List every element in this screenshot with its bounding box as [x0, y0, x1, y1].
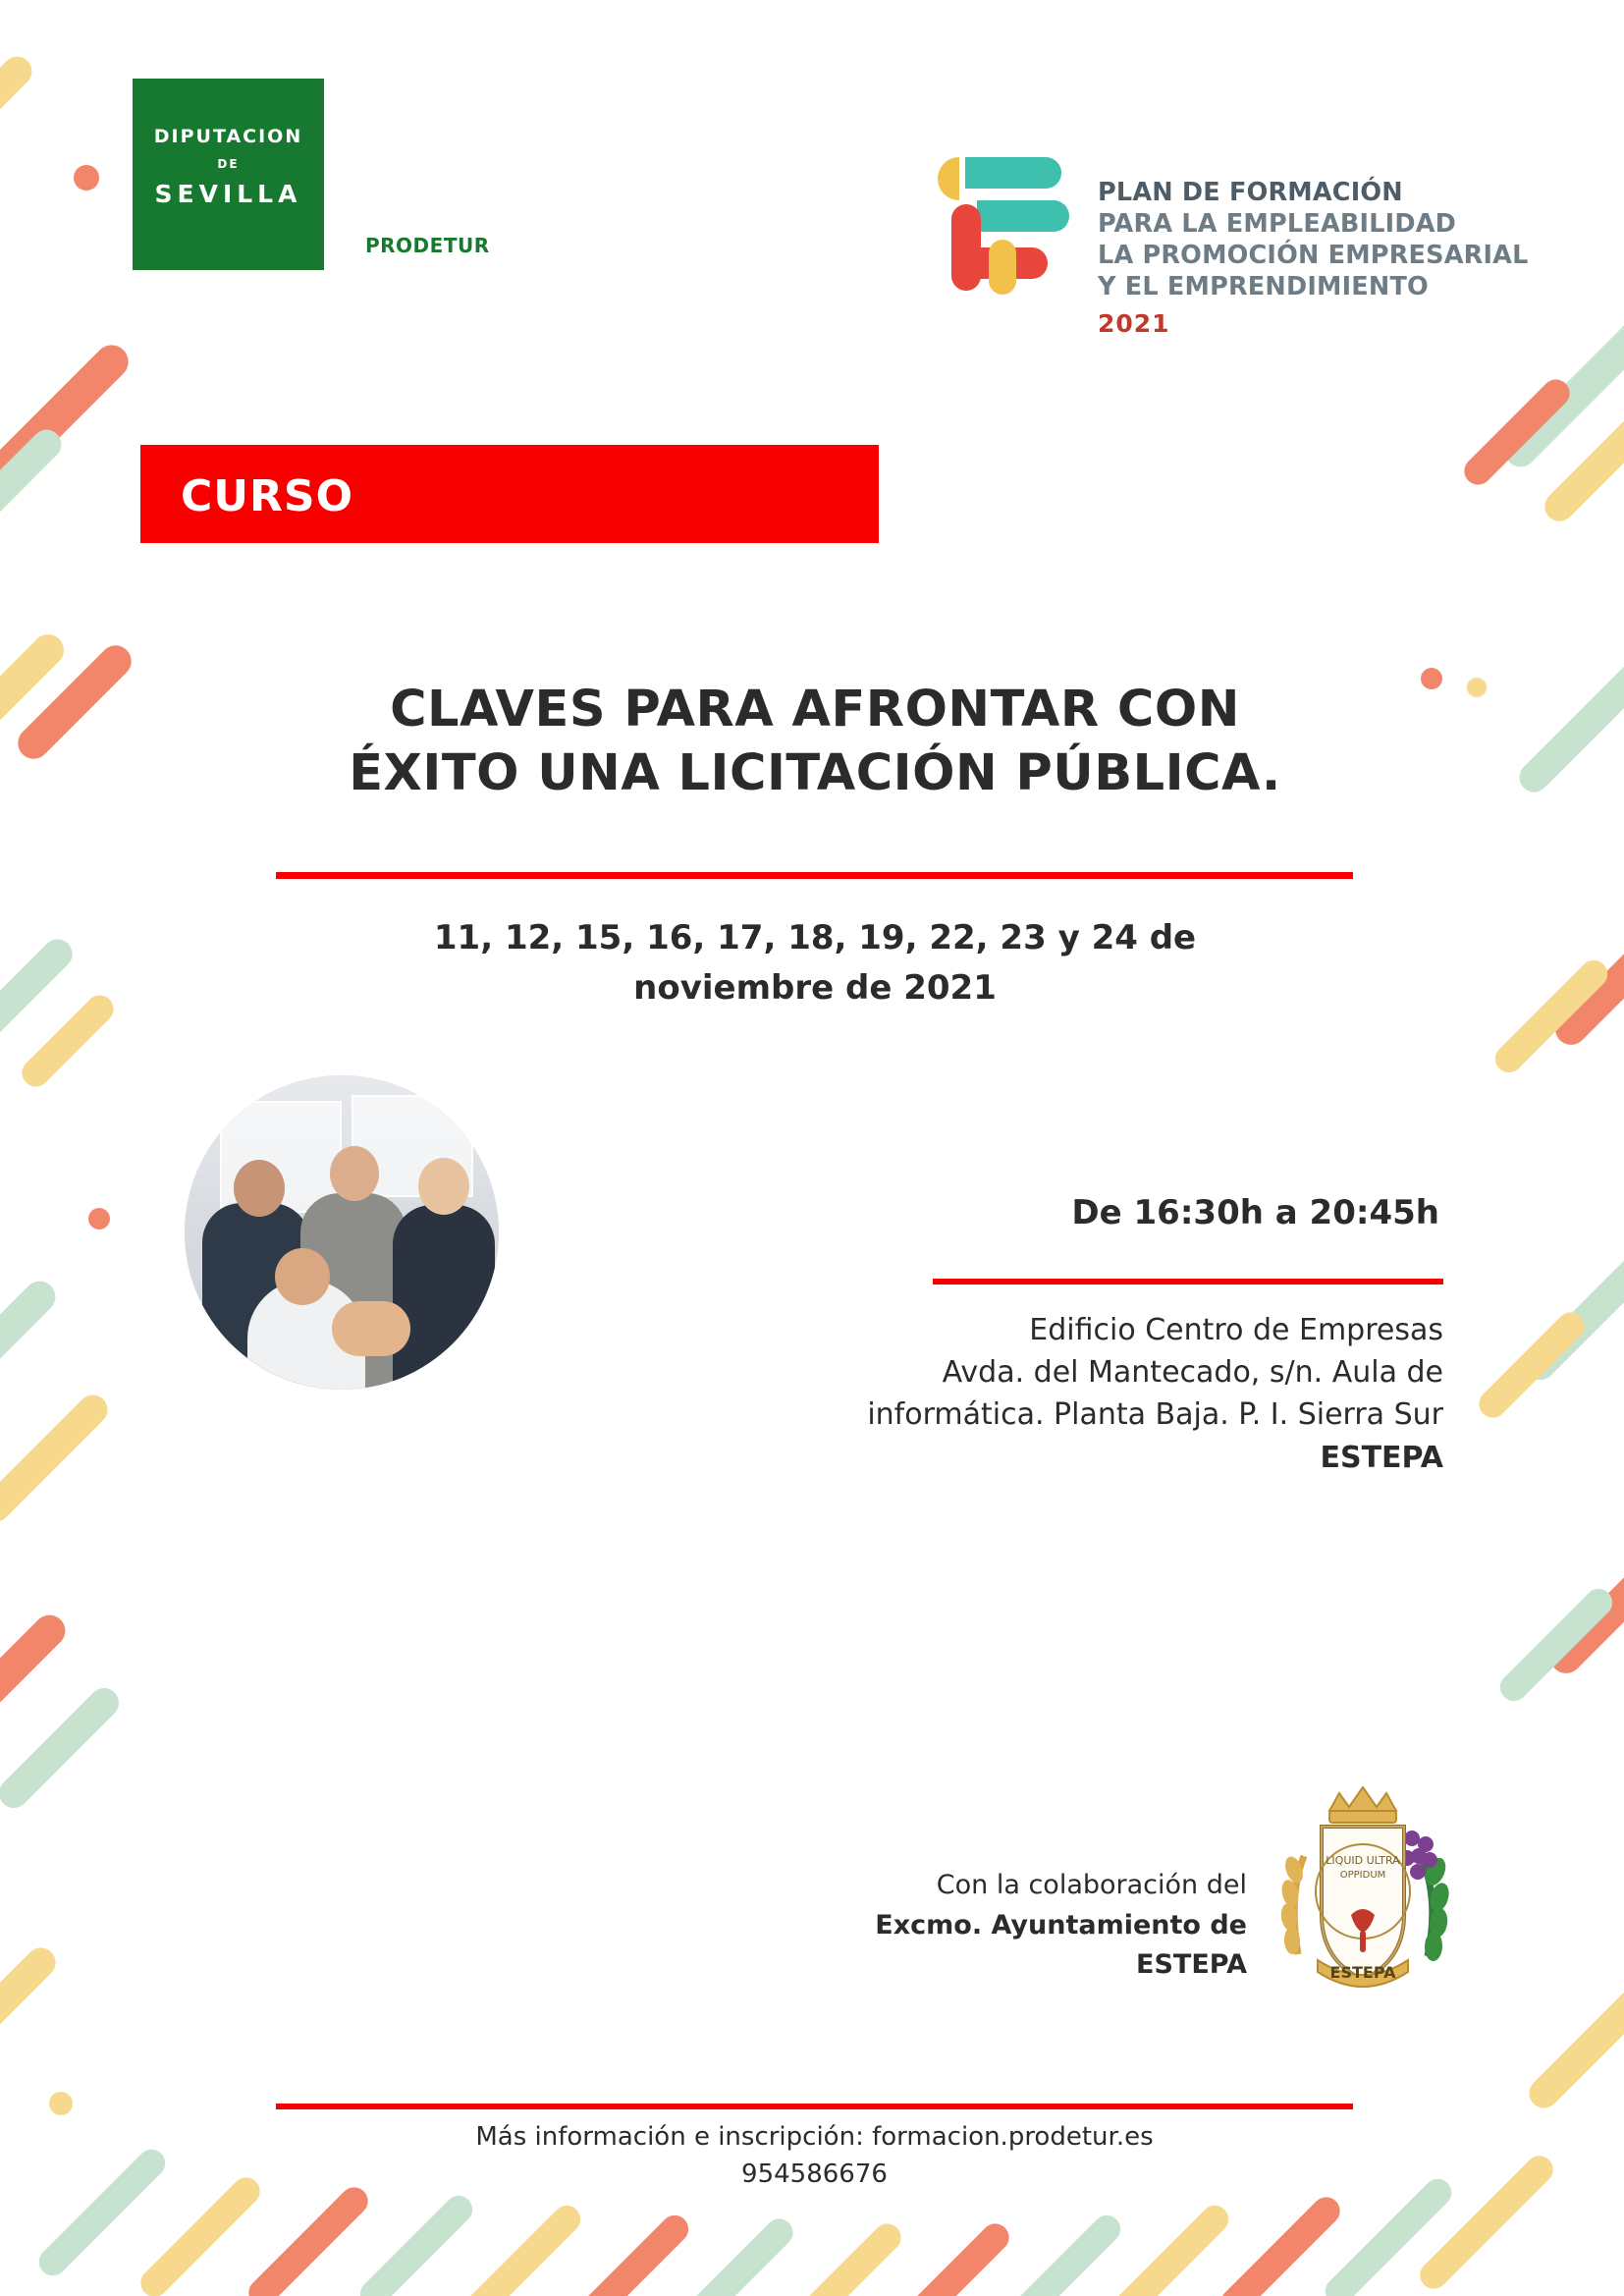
prodetur-wordmark: PRODETUR: [365, 234, 490, 257]
deco-stripe: [1110, 2200, 1234, 2296]
photo-person-head: [275, 1248, 330, 1305]
photo-person-head: [330, 1146, 379, 1201]
plan-formacion-logo-icon: [938, 145, 1080, 302]
photo-person-head: [234, 1160, 285, 1217]
deco-stripe: [33, 2144, 171, 2281]
footer-line2: 954586676: [741, 2159, 888, 2189]
photo-person-head: [418, 1158, 469, 1215]
deco-stripe: [244, 2182, 374, 2296]
deco-stripe: [1216, 2192, 1346, 2296]
deco-stripe: [1523, 1961, 1624, 2114]
deco-stripe: [0, 338, 135, 486]
deco-stripe: [462, 2200, 586, 2296]
deco-stripe: [1539, 347, 1624, 527]
venue-line3: informática. Planta Baja. P. I. Sierra Sur: [867, 1397, 1443, 1433]
estepa-coat-of-arms-icon: [1265, 1768, 1461, 2008]
deco-stripe: [0, 423, 68, 548]
schedule-time: De 16:30h a 20:45h: [1071, 1193, 1439, 1232]
plan-line1: PLAN DE FORMACIÓN: [1098, 178, 1403, 207]
venue-line1: Edificio Centro de Empresas: [1029, 1313, 1443, 1347]
footer-divider: [276, 2104, 1353, 2109]
page-title: [177, 678, 1453, 806]
collab-line2: Excmo. Ayuntamiento de: [875, 1909, 1247, 1941]
deco-stripe: [898, 2218, 1015, 2296]
deco-stripe: [0, 628, 71, 795]
diputacion-line2: DE: [217, 157, 240, 171]
deco-stripe: [790, 2218, 907, 2296]
deco-stripe: [682, 2214, 799, 2296]
deco-dot: [1467, 678, 1487, 697]
plan-year: 2021: [1098, 308, 1170, 338]
deco-stripe: [1002, 2210, 1126, 2296]
deco-stripe: [12, 639, 138, 766]
deco-stripe: [0, 1609, 72, 1770]
footer-line1: Más información e inscripción: formacion.prodetur.es: [475, 2122, 1154, 2152]
deco-stripe: [0, 933, 79, 1100]
deco-stripe: [1494, 1583, 1618, 1707]
deco-stripe: [0, 1275, 62, 1436]
venue-block: [677, 1309, 1443, 1479]
venue-town: ESTEPA: [1320, 1440, 1443, 1475]
deco-stripe: [1543, 1511, 1624, 1679]
deco-dot: [39, 422, 61, 444]
plan-line2: PARA LA EMPLEABILIDAD: [1098, 209, 1457, 240]
poster-header: [0, 69, 1624, 338]
deco-stripe: [135, 2172, 266, 2296]
title-line2: ÉXITO UNA LICITACIÓN PÚBLICA.: [349, 744, 1281, 803]
svg-text:LIQUID ULTRA: LIQUID ULTRA: [1326, 1854, 1400, 1867]
svg-text:OPPIDUM: OPPIDUM: [1339, 1870, 1386, 1881]
curso-badge-label: CURSO: [181, 471, 353, 521]
title-line1: CLAVES PARA AFRONTAR CON: [390, 681, 1240, 738]
diputacion-line3: SEVILLA: [154, 180, 302, 208]
collaboration-block: [609, 1866, 1247, 1986]
schedule-divider: [933, 1279, 1443, 1285]
course-dates: [275, 913, 1355, 1013]
venue-line2: Avda. del Mantecado, s/n. Aula de: [942, 1355, 1443, 1391]
deco-stripe: [1520, 1227, 1624, 1387]
deco-stripe: [0, 1682, 125, 1814]
plan-formacion-text: [1098, 177, 1529, 339]
photo-person: [393, 1205, 495, 1390]
svg-text:ESTEPA: ESTEPA: [1329, 1963, 1396, 1982]
deco-stripe: [1548, 883, 1624, 1051]
deco-stripe: [570, 2210, 694, 2296]
collab-line1: Con la colaboración del: [936, 1870, 1247, 1900]
title-divider: [276, 872, 1353, 879]
deco-dot: [49, 2092, 73, 2115]
footer-contact: [276, 2119, 1353, 2193]
plan-line4: Y EL EMPRENDIMIENTO: [1098, 272, 1429, 302]
deco-stripe: [1414, 2150, 1558, 2294]
deco-stripe: [1513, 645, 1624, 798]
deco-stripe: [0, 1941, 62, 2095]
photo-hands: [332, 1301, 410, 1356]
collab-line3: ESTEPA: [1136, 1949, 1247, 1980]
dates-line1: 11, 12, 15, 16, 17, 18, 19, 22, 23 y 24 de: [433, 918, 1197, 957]
plan-line3: LA PROMOCIÓN EMPRESARIAL: [1098, 241, 1529, 271]
deco-stripe: [17, 990, 120, 1093]
deco-stripe: [354, 2190, 478, 2296]
deco-stripe: [1489, 955, 1613, 1078]
course-photo: [185, 1075, 499, 1390]
deco-stripe: [1459, 374, 1576, 491]
curso-badge: [140, 445, 879, 543]
deco-dot: [88, 1208, 110, 1230]
dates-line2: noviembre de 2021: [633, 968, 997, 1008]
deco-stripe: [0, 1389, 114, 1527]
diputacion-line1: DIPUTACION: [153, 126, 303, 147]
diputacion-de-sevilla-logo: [133, 79, 324, 270]
deco-stripe: [1474, 1307, 1591, 1424]
